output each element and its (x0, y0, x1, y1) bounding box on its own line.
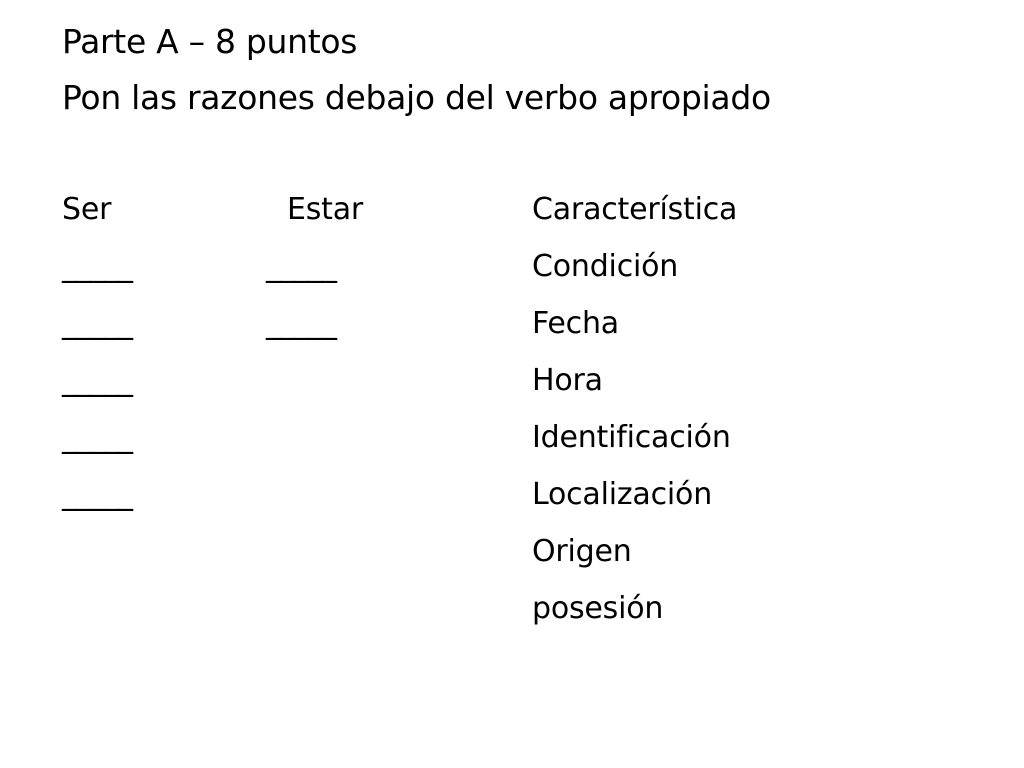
ser-column-heading: Ser (62, 192, 112, 227)
ser-blank-1: _____ (62, 249, 132, 284)
reason-item: Fecha (532, 306, 619, 341)
reason-item: Identificación (532, 420, 731, 455)
estar-blank-1: _____ (266, 249, 336, 284)
reason-item: Origen (532, 534, 632, 569)
reason-item: Condición (532, 249, 679, 284)
ser-blank-5: _____ (62, 477, 132, 512)
slide-instructions: Pon las razones debajo del verbo apropiado (62, 78, 771, 117)
estar-blank-2: _____ (266, 306, 336, 341)
reason-item: posesión (532, 591, 664, 626)
reason-item: Característica (532, 192, 738, 227)
reason-item: Localización (532, 477, 713, 512)
estar-column-heading: Estar (287, 192, 364, 227)
ser-blank-3: _____ (62, 363, 132, 398)
slide-title: Parte A – 8 puntos (62, 22, 358, 61)
reason-item: Hora (532, 363, 603, 398)
ser-blank-4: _____ (62, 420, 132, 455)
ser-blank-2: _____ (62, 306, 132, 341)
